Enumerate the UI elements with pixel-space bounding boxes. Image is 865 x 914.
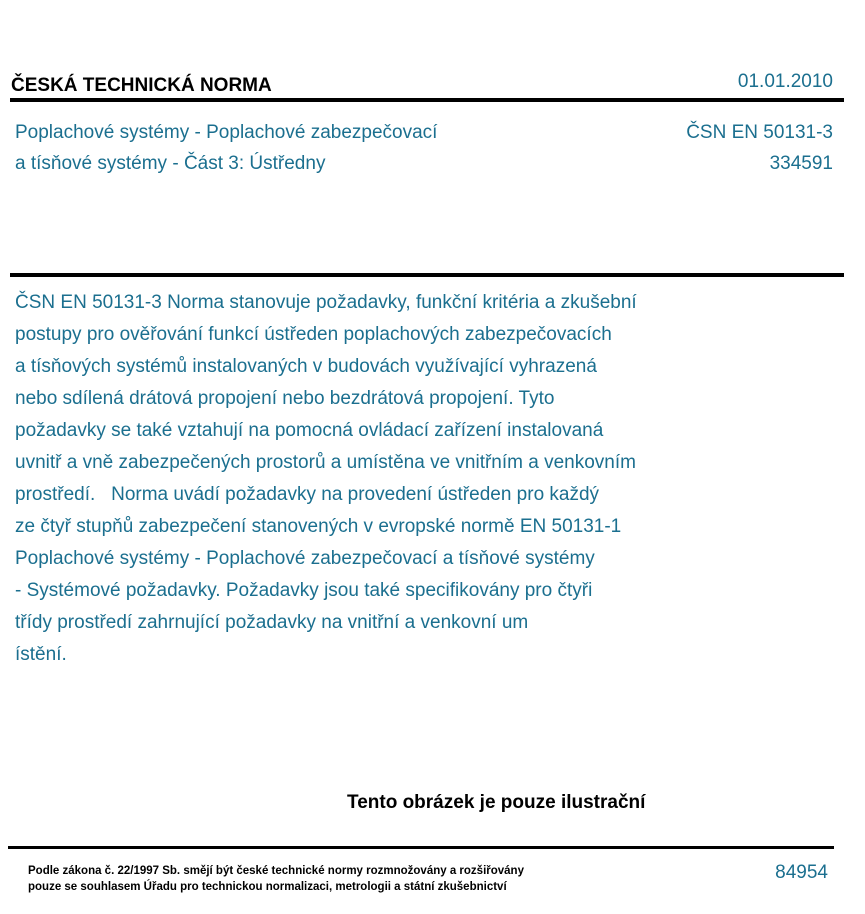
publication-date: 01.01.2010 <box>737 71 833 92</box>
header-divider <box>10 98 844 102</box>
document-title-line: Poplachové systémy - Poplachové zabezpečovací <box>15 122 438 143</box>
abstract-line: nebo sdílená drátová propojení nebo bezdrátová propojení. Tyto <box>15 388 555 409</box>
abstract-line: a tísňových systémů instalovaných v budovách využívající vyhrazená <box>15 356 597 377</box>
document-identifiers <box>686 117 833 179</box>
abstract-line: Poplachové systémy - Poplachové zabezpečovací a tísňové systémy <box>15 548 595 569</box>
abstract-line: uvnitř a vně zabezpečených prostorů a umístěna ve vnitřním a venkovním <box>15 452 636 473</box>
abstract-line: prostředí. Norma uvádí požadavky na provedení ústředen pro každý <box>15 484 600 505</box>
legal-notice <box>28 863 524 895</box>
footer-divider <box>8 846 834 849</box>
abstract-line: postupy pro ověřování funkcí ústředen poplachových zabezpečovacích <box>15 324 612 345</box>
legal-notice-line: pouze se souhlasem Úřadu pro technickou normalizaci, metrologii a státní zkušebnictví <box>28 881 507 893</box>
abstract-line: třídy prostředí zahrnující požadavky na vnitřní a venkovní um <box>15 612 529 633</box>
abstract-divider <box>10 273 844 277</box>
document-title-line: a tísňové systémy - Část 3: Ústředny <box>15 153 326 174</box>
abstract-line: ístění. <box>15 644 67 665</box>
illustration-notice: Tento obrázek je pouze ilustrační <box>347 792 646 813</box>
abstract-text <box>15 287 637 671</box>
abstract-line: požadavky se také vztahují na pomocná ovládací zařízení instalovaná <box>15 420 604 441</box>
abstract-line: - Systémové požadavky. Požadavky jsou také specifikovány pro čtyři <box>15 580 593 601</box>
legal-notice-line: Podle zákona č. 22/1997 Sb. smějí být české technické normy rozmnožovány a rozšiřovány <box>28 865 524 877</box>
catalog-code: 84954 <box>775 862 828 883</box>
document-title <box>15 117 437 179</box>
abstract-line: ze čtyř stupňů zabezpečení stanovených v evropské normě EN 50131-1 <box>15 516 622 537</box>
header-title: ČESKÁ TECHNICKÁ NORMA <box>11 75 272 96</box>
classification-code: 334591 <box>769 153 833 174</box>
standard-number: ČSN EN 50131-3 <box>686 122 833 143</box>
abstract-line: ČSN EN 50131-3 Norma stanovuje požadavky, funkční kritéria a zkušební <box>15 292 637 313</box>
